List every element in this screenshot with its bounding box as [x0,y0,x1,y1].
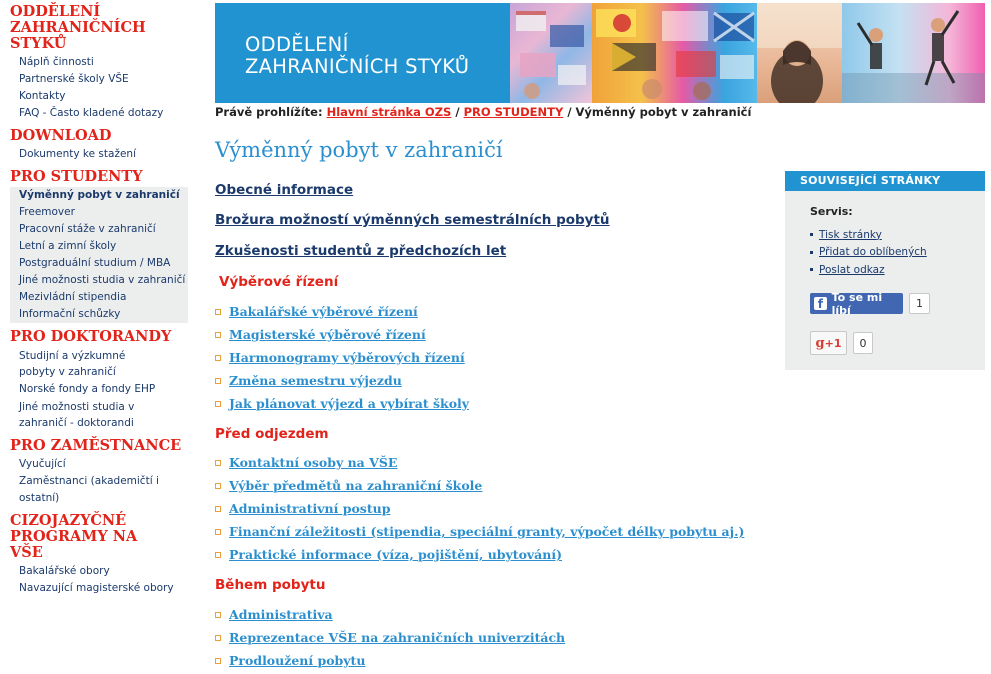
list-item [215,392,469,415]
bullet-icon [215,658,221,664]
link-item[interactable]: Praktické informace (víza, pojištění, ubytování) [229,547,563,562]
banner-photo-jumping [842,3,985,103]
sidebar-item[interactable]: Mezivládní stipendia [10,289,188,306]
selection-links-list [215,300,469,415]
print-page-link[interactable]: Tisk stránky [819,228,882,241]
banner-title-line: ODDĚLENÍ [245,33,349,56]
link-item[interactable]: Magisterské výběrové řízení [229,327,426,342]
link-item[interactable]: Prodloužení pobytu [229,653,366,668]
header-banner [215,3,985,103]
sidebar-list [10,347,188,432]
banner-title-line: ZAHRANIČNÍCH STYKŮ [245,55,470,78]
bullet-icon [810,268,813,271]
jumping-people-image [842,3,985,103]
section-heading-selection: Výběrové řízení [219,274,339,290]
facebook-like-button[interactable] [810,290,903,317]
link-item[interactable]: Kontaktní osoby na VŠE [229,455,398,470]
facebook-like-label: To se mi líbí [831,290,883,317]
sidebar-item[interactable]: Navazující magisterské obory [19,582,174,594]
sidebar-list [10,54,188,122]
people-flags-image [592,3,757,103]
sidebar-item[interactable]: Norské fondy a fondy EHP [19,383,156,395]
breadcrumb [215,105,751,119]
banner-photo-flags [510,3,592,103]
banner-photo-collage [510,3,985,103]
sidebar-section-title[interactable]: CIZOJAZYČNÉ PROGRAMY NA VŠE [10,512,138,561]
list-item [810,226,927,244]
sidebar-item[interactable]: Kontakty [19,90,66,102]
link-student-experiences[interactable]: Zkušenosti studentů z předchozích let [215,243,507,259]
bullet-icon [215,401,221,407]
link-item[interactable]: Administrativní postup [229,501,391,516]
link-item[interactable]: Reprezentace VŠE na zahraničních univerzitách [229,630,566,645]
google-plus-button[interactable] [810,331,847,355]
list-item [215,323,469,346]
breadcrumb-separator: / [567,105,572,119]
list-item [810,261,927,279]
banner-title-block[interactable] [215,3,510,103]
sidebar-nav [10,4,188,597]
sidebar-item[interactable]: Bakalářské obory [19,565,110,577]
google-plus-label: +1 [824,336,842,350]
sidebar-item[interactable]: Jiné možnosti studia v zahraničí [10,272,188,289]
banner-photo-people [592,3,757,103]
student-image [757,3,842,103]
page-title: Výměnný pobyt v zahraničí [215,138,503,162]
sidebar-item[interactable]: Jiné možnosti studia v zahraničí - doktorandi [19,401,135,429]
link-item[interactable]: Výběr předmětů na zahraniční škole [229,478,483,493]
sidebar-list [10,187,188,323]
facebook-icon: f [814,297,827,310]
servis-label: Servis: [810,205,853,218]
bullet-icon [810,233,813,236]
list-item [215,451,744,474]
bullet-icon [215,378,221,384]
list-item [215,520,744,543]
during-stay-links-list [215,603,565,672]
sidebar-section-title[interactable]: ODDĚLENÍ ZAHRANIČNÍCH STYKŮ [10,3,146,52]
link-general-info[interactable]: Obecné informace [215,182,354,198]
bullet-icon [215,506,221,512]
list-item [215,346,469,369]
link-brochure[interactable]: Brožura možností výměnných semestrálních pobytů [215,212,610,228]
breadcrumb-separator: / [455,105,460,119]
list-item [215,369,469,392]
section-heading-before-departure: Před odjezdem [215,426,329,442]
sidebar-item[interactable]: Letní a zimní školy [10,238,188,255]
sidebar-item[interactable]: Freemover [10,204,188,221]
google-plus-count: 0 [853,332,873,354]
bullet-icon [215,483,221,489]
sidebar-item[interactable]: Vyučující [19,458,66,470]
list-item [215,626,565,649]
sidebar-item[interactable]: Studijní a výzkumné pobyty v zahraničí [19,350,126,378]
sidebar-item[interactable]: Partnerské školy VŠE [19,73,129,85]
sidebar-item-active[interactable]: Výměnný pobyt v zahraničí [10,187,188,204]
sidebar-item[interactable]: Pracovní stáže v zahraničí [10,221,188,238]
bullet-icon [215,529,221,535]
sidebar-section-title[interactable]: PRO ZAMĚSTNANCE [10,437,182,454]
related-pages-panel [785,171,985,370]
link-item[interactable]: Administrativa [229,607,333,622]
list-item [810,244,927,262]
servis-links-list [810,226,927,279]
bullet-icon [215,460,221,466]
sidebar-item[interactable]: Postgraduální studium / MBA [10,255,188,272]
list-item [215,649,565,672]
google-plus-icon: g [815,335,825,351]
sidebar-item[interactable]: Zaměstnanci (akademičtí i ostatní) [19,475,159,504]
sidebar-section-title[interactable]: PRO DOKTORANDY [10,328,172,345]
flags-image [510,3,592,103]
list-item [215,497,744,520]
breadcrumb-current: Výměnný pobyt v zahraničí [575,105,752,119]
before-departure-links-list [215,451,744,566]
sidebar-list [10,563,188,597]
breadcrumb-link-home[interactable]: Hlavní stránka OZS [326,105,452,119]
sidebar-section-title[interactable]: PRO STUDENTY [10,168,143,185]
link-item[interactable]: Bakalářské výběrové řízení [229,304,418,319]
list-item [215,543,744,566]
send-link-link[interactable]: Poslat odkaz [819,263,885,276]
facebook-like-count: 1 [909,293,930,314]
bullet-icon [215,309,221,315]
bullet-icon [810,251,813,254]
list-item [215,603,565,626]
list-item [215,300,469,323]
breadcrumb-link-students[interactable]: PRO STUDENTY [463,105,564,119]
sidebar-item[interactable]: FAQ - Často kladené dotazy [19,107,164,119]
bullet-icon [215,552,221,558]
banner-photo-student [757,3,842,103]
bullet-icon [215,635,221,641]
bullet-icon [215,355,221,361]
related-pages-heading: SOUVISEJÍCÍ STRÁNKY [785,171,985,191]
link-item[interactable]: Jak plánovat výjezd a vybírat školy [229,396,470,411]
sidebar-section-title[interactable]: DOWNLOAD [10,127,112,144]
bullet-icon [215,612,221,618]
section-heading-during-stay: Během pobytu [215,577,326,593]
sidebar-list [10,146,188,163]
bullet-icon [215,332,221,338]
sidebar-item[interactable]: Informační schůzky [10,306,188,323]
link-item[interactable]: Změna semestru výjezdu [229,373,402,388]
sidebar-list [10,456,188,507]
list-item [215,474,744,497]
breadcrumb-prefix: Právě prohlížíte: [215,105,323,119]
link-item[interactable]: Finanční záležitosti (stipendia, speciální granty, výpočet délky pobytu aj.) [229,524,745,539]
link-item[interactable]: Harmonogramy výběrových řízení [229,350,465,365]
sidebar-item[interactable]: Náplň činnosti [19,56,94,68]
sidebar-item[interactable]: Dokumenty ke stažení [19,148,137,160]
add-favorites-link[interactable]: Přidat do oblíbených [819,246,927,259]
